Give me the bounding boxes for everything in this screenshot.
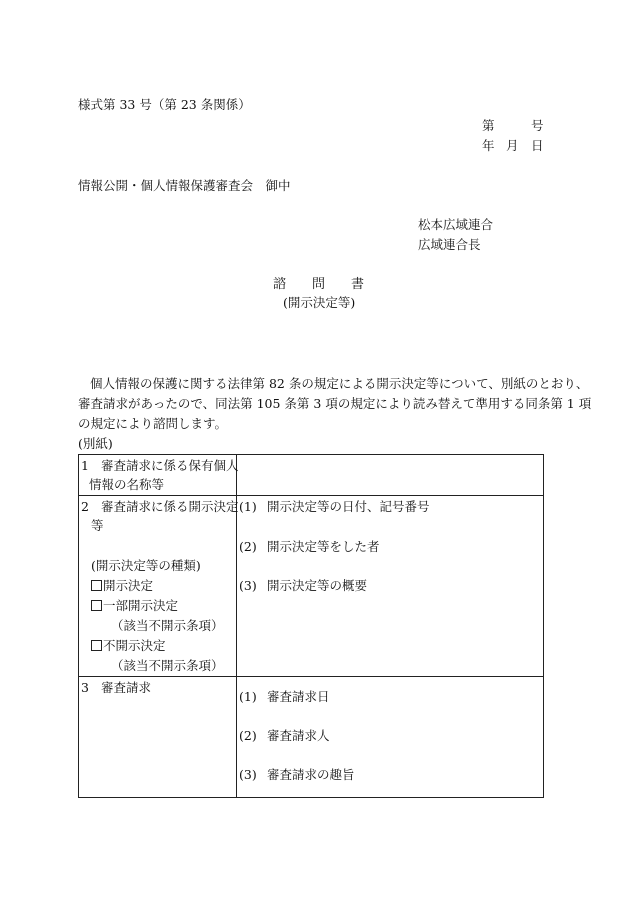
row2-item-1-text: 開示決定等の日付、記号番号 bbox=[267, 499, 430, 514]
decision-kind-header: (開示決定等の種類) bbox=[91, 558, 201, 573]
recipient: 情報公開・個人情報保護審査会 御中 bbox=[78, 178, 291, 193]
option-partial-note: （該当不開示条項） bbox=[111, 618, 224, 633]
row3-number: 3 bbox=[81, 680, 89, 695]
row2-item-3-text: 開示決定等の概要 bbox=[267, 578, 368, 593]
option-non-disclosure-note: （該当不開示条項） bbox=[111, 658, 224, 673]
doc-number-suffix: 号 bbox=[531, 118, 544, 133]
row3-item-1-text: 審査請求日 bbox=[267, 689, 330, 704]
document-subtitle: (開示決定等) bbox=[283, 295, 356, 310]
row1-label-line2: 情報の名称等 bbox=[89, 477, 165, 492]
option-non-disclosure: 不開示決定 bbox=[91, 640, 166, 653]
row3-label: 審査請求 bbox=[101, 680, 152, 695]
checkbox-icon bbox=[91, 600, 102, 611]
date-month: 月 bbox=[506, 138, 519, 153]
row3-item-3-number: (3) bbox=[239, 767, 257, 782]
row2-item-1-number: (1) bbox=[239, 499, 257, 514]
checkbox-icon bbox=[91, 640, 102, 651]
date-day: 日 bbox=[531, 138, 544, 153]
row1-number: 1 bbox=[81, 458, 89, 473]
form-number: 様式第 33 号（第 23 条関係） bbox=[78, 97, 251, 112]
row3-item-2-text: 審査請求人 bbox=[267, 728, 330, 743]
row2-item-2-number: (2) bbox=[239, 539, 257, 554]
row2-item-3-number: (3) bbox=[239, 578, 257, 593]
table-row bbox=[79, 496, 544, 677]
row1-label-line1: 審査請求に係る保有個人 bbox=[101, 458, 239, 473]
option-partial-disclosure: 一部開示決定 bbox=[91, 600, 178, 613]
attachment-label: (別紙) bbox=[78, 436, 113, 451]
date-year: 年 bbox=[482, 138, 495, 153]
row2-number: 2 bbox=[81, 499, 89, 514]
row3-item-1-number: (1) bbox=[239, 689, 257, 704]
table-row bbox=[79, 677, 544, 798]
document-title: 諮 問 書 bbox=[273, 277, 365, 292]
doc-number-label: 第 bbox=[482, 118, 495, 133]
sender-title: 広域連合長 bbox=[418, 237, 481, 252]
inquiry-table bbox=[78, 454, 544, 798]
option-disclosure: 開示決定 bbox=[91, 580, 153, 593]
body-line-2: 審査請求があったので、同法第 105 条第 3 項の規定により読み替えて準用する同条第 1 項 bbox=[78, 396, 592, 411]
body-line-1: 個人情報の保護に関する法律第 82 条の規定による開示決定等について、別紙のとおり、 bbox=[90, 376, 589, 391]
row3-item-2-number: (2) bbox=[239, 728, 257, 743]
checkbox-icon bbox=[91, 580, 102, 591]
sender-org: 松本広域連合 bbox=[418, 217, 494, 232]
row1-value bbox=[237, 455, 544, 496]
row2-item-2-text: 開示決定等をした者 bbox=[267, 539, 380, 554]
row2-label-line2: 等 bbox=[91, 518, 104, 533]
row2-label-line1: 審査請求に係る開示決定 bbox=[101, 499, 239, 514]
table-row bbox=[79, 455, 544, 496]
row3-item-3-text: 審査請求の趣旨 bbox=[267, 767, 355, 782]
body-line-3: の規定により諮問します。 bbox=[78, 416, 228, 431]
